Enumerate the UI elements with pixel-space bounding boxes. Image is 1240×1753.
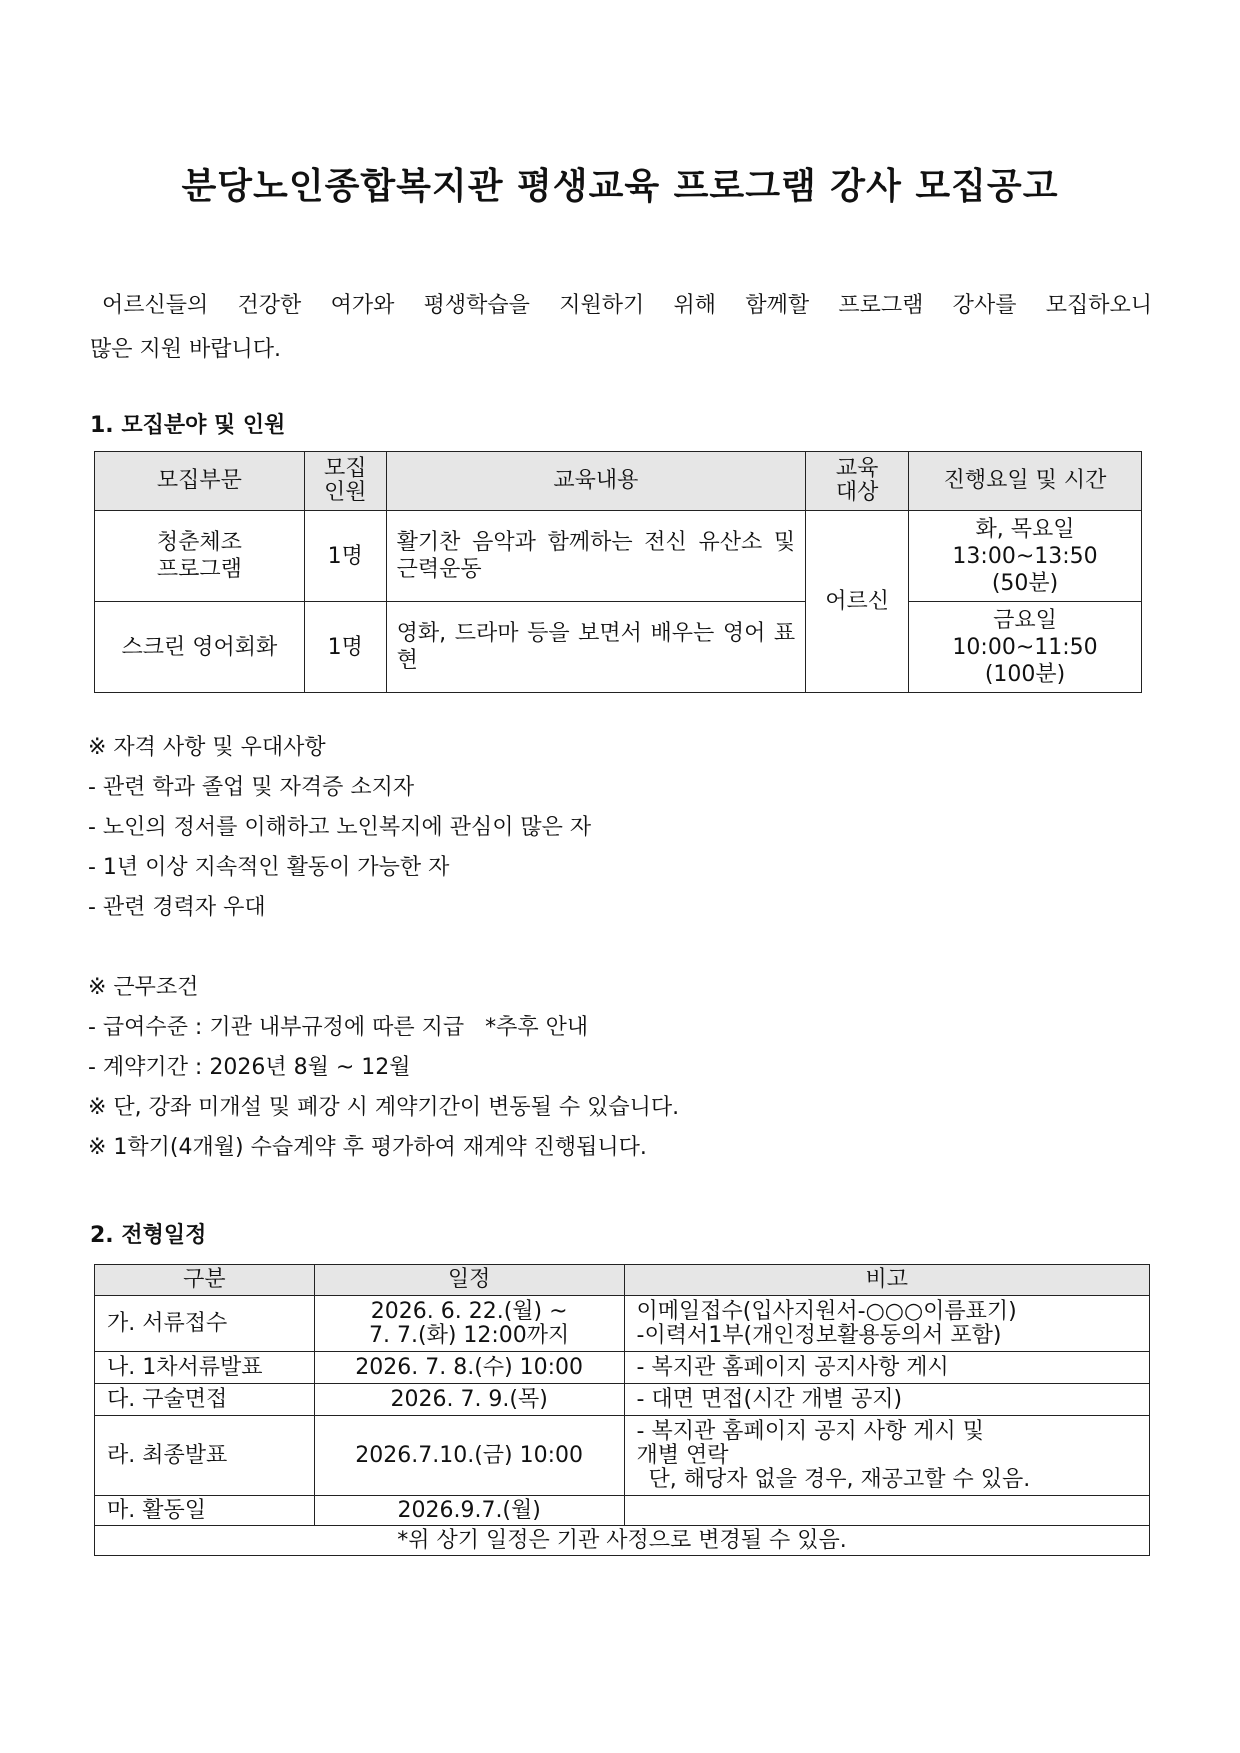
table-row <box>95 1496 1150 1526</box>
schedule-day: 금요일 <box>993 607 1057 633</box>
schedule-header-row <box>95 1265 1150 1296</box>
schedule-duration: (50분) <box>991 570 1059 596</box>
intro-paragraph <box>90 284 1152 372</box>
note-line3: 단, 해당자 없을 경우, 재공고할 수 있음. <box>648 1466 1031 1492</box>
header-count-line2: 인원 <box>323 480 367 505</box>
schedule-cell <box>909 511 1142 602</box>
table-row <box>95 602 1142 693</box>
note-cell: - 대면 면접(시간 개별 공지) <box>624 1384 1149 1416</box>
table-row <box>95 1296 1150 1352</box>
content-cell: 영화, 드라마 등을 보면서 배우는 영어 표현 <box>386 602 806 693</box>
schedule-time: 10:00~11:50 <box>952 634 1098 660</box>
count-cell: 1명 <box>304 602 386 693</box>
list-item: - 1년 이상 지속적인 활동이 가능한 자 <box>88 855 450 880</box>
list-item: - 노인의 정서를 이해하고 노인복지에 관심이 많은 자 <box>88 815 592 840</box>
schedule-time: 13:00~13:50 <box>952 543 1098 569</box>
schedule-cell <box>314 1296 624 1352</box>
table-row <box>95 1352 1150 1384</box>
conditions-block <box>88 968 1168 1168</box>
section1-heading: 1. 모집분야 및 인원 <box>90 413 286 438</box>
schedule-duration: (100분) <box>984 661 1066 687</box>
note-cell <box>624 1296 1149 1352</box>
list-item: - 관련 경력자 우대 <box>88 895 266 920</box>
category-cell: 나. 1차서류발표 <box>95 1352 315 1384</box>
note-cell: - 복지관 홈페이지 공지사항 게시 <box>624 1352 1149 1384</box>
note-line1: - 복지관 홈페이지 공지 사항 게시 및 <box>636 1418 984 1444</box>
header-dept: 모집부문 <box>95 452 305 511</box>
header-count-line1: 모집 <box>323 456 367 481</box>
category-cell: 마. 활동일 <box>95 1496 315 1526</box>
qualifications-block <box>88 728 1168 928</box>
list-item: ※ 1학기(4개월) 수습계약 후 평가하여 재계약 진행됩니다. <box>88 1135 647 1160</box>
footnote-row <box>95 1526 1150 1556</box>
dept-line1: 청춘체조 <box>156 530 242 555</box>
recruitment-header-row <box>95 452 1142 511</box>
schedule-cell: 2026. 7. 9.(목) <box>314 1384 624 1416</box>
note-line2: 개별 연락 <box>636 1442 729 1468</box>
conditions-heading: ※ 근무조건 <box>88 975 199 1000</box>
footnote-cell: *위 상기 일정은 기관 사정으로 변경될 수 있음. <box>95 1526 1150 1556</box>
dept-line1: 스크린 영어회화 <box>121 634 278 660</box>
schedule-line1: 2026. 6. 22.(월) ~ <box>370 1298 568 1324</box>
schedule-day: 화, 목요일 <box>975 516 1075 542</box>
count-cell: 1명 <box>304 511 386 602</box>
header-target-line2: 대상 <box>835 480 879 505</box>
qualifications-heading: ※ 자격 사항 및 우대사항 <box>88 735 326 760</box>
header-target-line1: 교육 <box>835 456 879 481</box>
header-schedule-date: 일정 <box>314 1265 624 1296</box>
schedule-line2: 7. 7.(화) 12:00까지 <box>369 1322 570 1348</box>
schedule-cell <box>909 602 1142 693</box>
header-note: 비고 <box>624 1265 1149 1296</box>
schedule-cell: 2026. 7. 8.(수) 10:00 <box>314 1352 624 1384</box>
list-item: - 급여수준 : 기관 내부규정에 따른 지급 *추후 안내 <box>88 1015 589 1040</box>
dept-cell <box>95 511 305 602</box>
intro-line-2: 많은 지원 바랍니다. <box>90 337 281 362</box>
section2-heading: 2. 전형일정 <box>90 1223 207 1248</box>
note-cell <box>624 1496 1149 1526</box>
list-item: - 계약기간 : 2026년 8월 ~ 12월 <box>88 1055 411 1080</box>
content-cell: 활기찬 음악과 함께하는 전신 유산소 및 근력운동 <box>386 511 806 602</box>
table-row <box>95 1384 1150 1416</box>
table-row <box>95 511 1142 602</box>
schedule-cell: 2026.7.10.(금) 10:00 <box>314 1416 624 1496</box>
table-row <box>95 1416 1150 1496</box>
note-line1: 이메일접수(입사지원서-○○○이름표기) <box>636 1298 1017 1324</box>
schedule-table <box>94 1264 1150 1556</box>
list-item: ※ 단, 강좌 미개설 및 폐강 시 계약기간이 변동될 수 있습니다. <box>88 1095 680 1120</box>
header-target <box>806 452 909 511</box>
schedule-cell: 2026.9.7.(월) <box>314 1496 624 1526</box>
category-cell: 가. 서류접수 <box>95 1296 315 1352</box>
recruitment-table <box>94 451 1142 693</box>
header-schedule: 진행요일 및 시간 <box>909 452 1142 511</box>
target-cell: 어르신 <box>806 511 909 693</box>
intro-line-1: 어르신들의 건강한 여가와 평생학습을 지원하기 위해 함께할 프로그램 강사를 모집하오니 <box>102 293 1152 318</box>
header-count <box>304 452 386 511</box>
note-line2: -이력서1부(개인정보활용동의서 포함) <box>636 1322 1002 1348</box>
note-cell <box>624 1416 1149 1496</box>
dept-cell <box>95 602 305 693</box>
category-cell: 다. 구술면접 <box>95 1384 315 1416</box>
category-cell: 라. 최종발표 <box>95 1416 315 1496</box>
header-content: 교육내용 <box>386 452 806 511</box>
list-item: - 관련 학과 졸업 및 자격증 소지자 <box>88 775 415 800</box>
page-title: 분당노인종합복지관 평생교육 프로그램 강사 모집공고 <box>181 166 1059 207</box>
header-category: 구분 <box>95 1265 315 1296</box>
dept-line2: 프로그램 <box>156 557 242 582</box>
